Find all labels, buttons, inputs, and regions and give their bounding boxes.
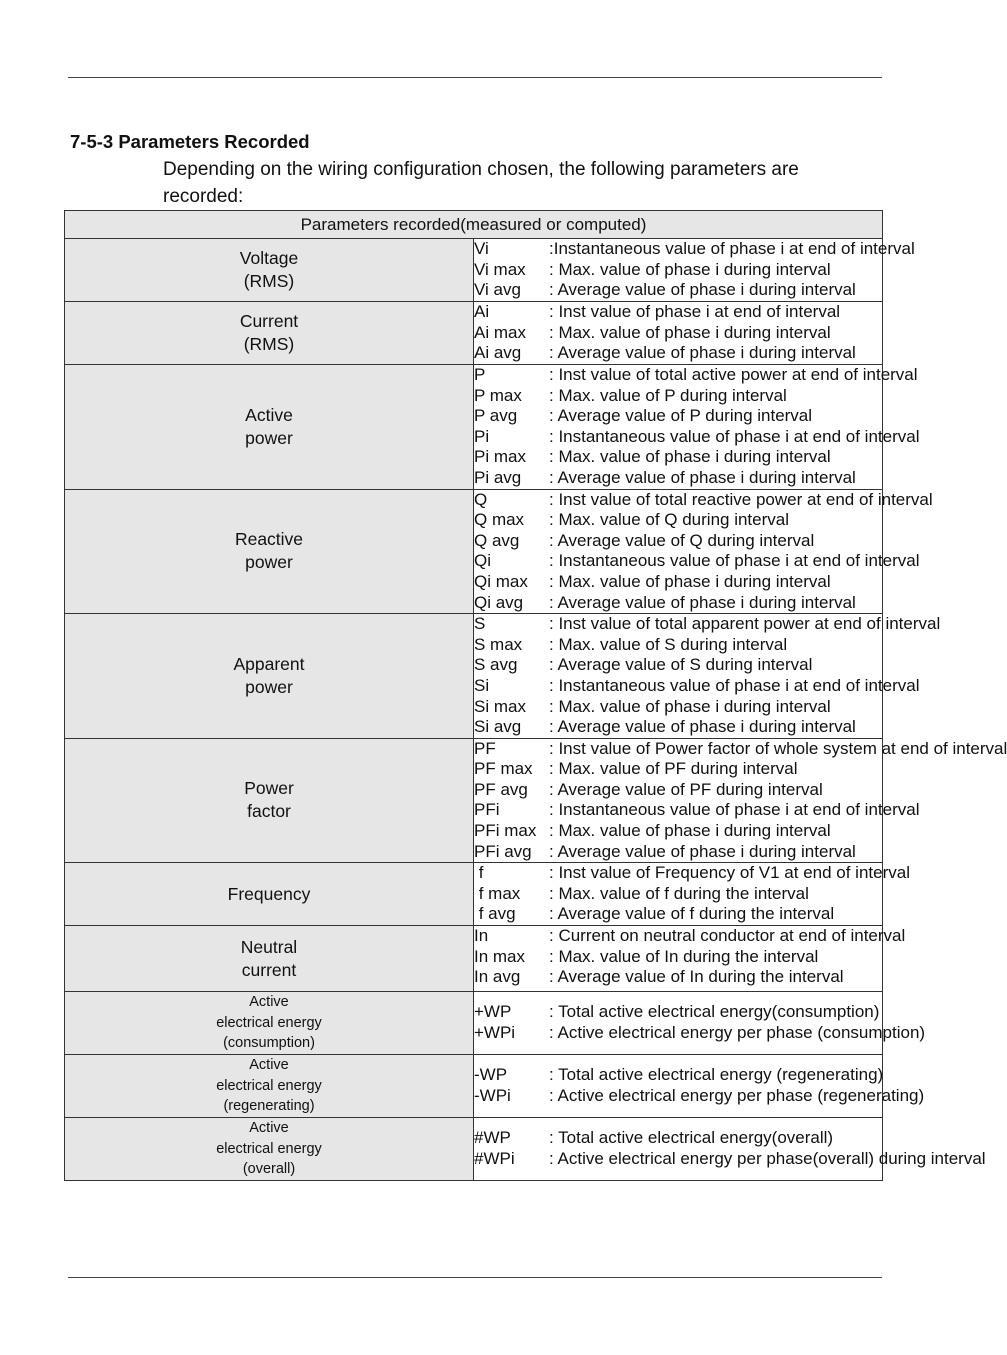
category-label: current <box>241 959 297 980</box>
header-rule <box>68 77 882 78</box>
category-label: (regenerating) <box>223 1098 315 1114</box>
parameter-code: S <box>474 614 486 634</box>
parameter-line <box>474 426 920 448</box>
parameter-line <box>474 738 1007 760</box>
parameter-category <box>65 863 474 926</box>
parameter-line <box>474 1002 882 1023</box>
parameter-descriptions <box>474 1054 925 1117</box>
category-label: Voltage <box>239 248 299 268</box>
parameter-descriptions <box>474 992 926 1055</box>
parameter-code: #WPi <box>474 1148 515 1168</box>
parameter-code: PF max <box>474 759 533 779</box>
parameter-code: Si avg <box>474 717 522 737</box>
parameter-description: : Max. value of phase i during interval <box>549 259 831 279</box>
table-row <box>65 365 883 490</box>
parameter-description: : Inst value of total reactive power at end of interval <box>549 489 933 509</box>
category-label: electrical energy <box>216 1014 322 1031</box>
parameter-line <box>474 759 882 780</box>
parameter-descriptions <box>474 489 933 614</box>
category-label: Active <box>249 1120 289 1136</box>
parameter-line <box>474 365 918 386</box>
parameter-description: : Max. value of PF during interval <box>549 759 798 779</box>
category-label: Active <box>245 404 293 425</box>
parameters-table <box>64 210 1007 1181</box>
category-label: power <box>245 427 293 448</box>
parameter-line <box>474 489 933 511</box>
parameter-description: : Active electrical energy per phase (regenerating) <box>549 1085 925 1105</box>
parameter-code: Qi max <box>474 571 528 591</box>
category-label: electrical energy <box>216 1077 322 1094</box>
parameter-description: : Active electrical energy per phase (consumption) <box>549 1023 926 1042</box>
parameter-code: +WP <box>474 1002 512 1022</box>
table-row <box>65 1054 883 1117</box>
parameter-line <box>474 863 910 884</box>
parameter-line <box>474 1023 926 1044</box>
table-row <box>65 1117 883 1180</box>
parameter-code: Q avg <box>474 530 520 550</box>
parameter-code: P max <box>474 385 522 405</box>
parameter-description: : Average value of phase i during interval <box>549 841 856 861</box>
category-label: (overall) <box>242 1161 296 1177</box>
parameter-line <box>474 302 882 323</box>
parameter-description: : Max. value of phase i during interval <box>549 571 831 591</box>
parameter-descriptions <box>474 863 910 926</box>
parameter-code: PFi avg <box>474 841 532 861</box>
parameter-code: PFi <box>474 800 500 820</box>
parameter-code: Ai <box>474 302 490 321</box>
parameter-description: : Inst value of phase i at end of interval <box>549 302 841 321</box>
parameter-description: : Max. value of S during interval <box>549 634 788 654</box>
parameter-line <box>474 1148 986 1170</box>
parameter-description: : Average value of In during the interval <box>549 967 844 987</box>
parameter-line <box>474 447 882 468</box>
parameter-descriptions <box>474 1117 986 1180</box>
category-label: Apparent <box>233 653 305 674</box>
table-body <box>65 239 1007 1181</box>
parameter-code: Q <box>474 489 488 509</box>
parameter-code: Ai avg <box>474 343 522 363</box>
parameter-line <box>474 717 882 738</box>
parameter-category <box>65 1117 474 1180</box>
parameter-description: : Average value of f during the interval <box>549 904 835 924</box>
parameter-description: : Inst value of Power factor of whole system at end of interval <box>549 738 1007 758</box>
parameter-line <box>474 904 882 925</box>
parameter-description: : Average value of phase i during interval <box>549 717 856 737</box>
parameter-line <box>474 468 882 489</box>
parameter-code: Vi max <box>474 259 526 279</box>
table-row <box>65 926 883 992</box>
parameter-line <box>474 926 906 947</box>
parameter-code: Pi <box>474 426 490 446</box>
parameter-code: -WP <box>474 1065 508 1085</box>
parameter-description: : Current on neutral conductor at end of interval <box>549 926 906 946</box>
parameter-description: : Total active electrical energy(consumption) <box>549 1002 880 1022</box>
parameter-description: :Instantaneous value of phase i at end of interval <box>549 239 915 258</box>
parameter-descriptions <box>474 614 941 739</box>
intro-paragraph: Depending on the wiring configuration chosen, the following parameters are recorded: <box>163 159 799 207</box>
parameter-line <box>474 551 920 572</box>
parameter-description: : Average value of PF during interval <box>549 779 823 799</box>
parameter-description: : Average value of phase i during interval <box>549 280 856 300</box>
parameter-code: P avg <box>474 406 518 426</box>
parameter-descriptions <box>474 738 1007 863</box>
parameter-line <box>474 1065 882 1086</box>
parameter-code: S max <box>474 634 523 654</box>
parameter-description: : Instantaneous value of phase i at end of interval <box>549 426 920 446</box>
parameter-code: S avg <box>474 655 518 675</box>
parameter-line <box>474 510 882 531</box>
parameter-description: : Max. value of phase i during interval <box>549 447 831 467</box>
category-label: factor <box>247 801 291 822</box>
table-header: Parameters recorded(measured or computed) <box>65 211 883 239</box>
category-label: power <box>245 552 293 573</box>
parameter-line <box>474 239 915 260</box>
parameter-description: : Inst value of total apparent power at end of interval <box>549 614 941 634</box>
parameter-code: -WPi <box>474 1085 511 1105</box>
category-label: Frequency <box>227 883 311 904</box>
parameter-category <box>65 302 474 365</box>
table-row <box>65 239 883 302</box>
parameter-code: Pi max <box>474 447 526 467</box>
parameter-category <box>65 738 474 863</box>
parameter-description: : Average value of S during interval <box>549 655 813 675</box>
parameter-line <box>474 780 882 801</box>
table-header-row <box>65 211 883 239</box>
parameter-description: : Average value of Q during interval <box>549 530 815 550</box>
parameter-code: Vi avg <box>474 280 521 300</box>
parameter-description: : Instantaneous value of phase i at end of interval <box>549 675 920 695</box>
footer-rule <box>68 1277 882 1278</box>
parameter-line <box>474 821 882 842</box>
parameter-line <box>474 406 882 427</box>
category-label: Active <box>249 994 289 1011</box>
parameter-code: Qi avg <box>474 592 524 612</box>
section-heading: 7-5-3 Parameters Recorded <box>70 131 310 152</box>
parameter-line <box>474 1085 925 1107</box>
parameter-code: PF avg <box>474 779 528 799</box>
parameter-description: : Average value of P during interval <box>549 406 813 426</box>
parameter-line <box>474 531 882 552</box>
parameter-line <box>474 260 882 281</box>
table-row <box>65 302 883 365</box>
category-label: Active <box>249 1057 289 1073</box>
parameter-description: : Total active electrical energy (regenerating) <box>549 1065 884 1085</box>
category-label: Current <box>239 311 299 331</box>
category-label: Reactive <box>234 529 304 550</box>
parameter-category <box>65 239 474 302</box>
category-label: (RMS) <box>243 271 295 291</box>
parameter-descriptions <box>474 926 906 992</box>
parameter-line <box>474 386 882 407</box>
parameter-code: PFi max <box>474 821 537 841</box>
parameter-line <box>474 697 882 718</box>
parameter-line <box>474 635 882 656</box>
category-label: power <box>245 676 293 697</box>
parameter-code: Pi avg <box>474 467 522 487</box>
parameter-description: : Instantaneous value of phase i at end of interval <box>549 551 920 571</box>
parameter-category <box>65 489 474 614</box>
parameter-line <box>474 614 941 635</box>
table-row <box>65 992 883 1055</box>
table-row <box>65 489 883 614</box>
table-row <box>65 614 883 739</box>
parameter-description: : Average value of phase i during interval <box>549 592 856 612</box>
parameter-description: : Max. value of In during the interval <box>549 946 819 966</box>
parameter-code: PF <box>474 738 496 758</box>
parameter-code: Si <box>474 675 490 695</box>
parameter-description: : Max. value of phase i during interval <box>549 696 831 716</box>
parameter-code: P <box>474 365 486 384</box>
parameter-code: Vi <box>474 239 489 258</box>
parameter-description: : Inst value of Frequency of V1 at end of interval <box>549 863 910 883</box>
parameter-description: : Max. value of Q during interval <box>549 510 790 530</box>
parameter-description: : Total active electrical energy(overall) <box>549 1128 834 1148</box>
parameter-code: +WPi <box>474 1023 516 1042</box>
parameter-code: Qi <box>474 551 491 571</box>
parameter-line <box>474 675 920 697</box>
parameter-code: In max <box>474 946 526 966</box>
parameter-description: : Average value of phase i during interval <box>549 467 856 487</box>
parameter-descriptions <box>474 365 920 490</box>
parameter-line <box>474 800 920 821</box>
parameter-descriptions <box>474 302 883 365</box>
parameter-description: : Active electrical energy per phase(overall) during interval <box>549 1148 986 1168</box>
parameter-code: #WP <box>474 1128 511 1148</box>
parameter-description: : Max. value of f during the interval <box>549 883 809 903</box>
parameter-category <box>65 365 474 490</box>
parameter-code: f <box>474 863 484 883</box>
parameter-code: f max <box>474 883 521 903</box>
parameter-description: : Average value of phase i during interval <box>549 343 856 363</box>
parameter-code: Q max <box>474 510 525 530</box>
parameter-code: In <box>474 926 489 946</box>
parameter-description: : Max. value of phase i during interval <box>549 322 831 342</box>
parameter-description: : Max. value of phase i during interval <box>549 821 831 841</box>
parameter-line <box>474 947 882 968</box>
parameter-category <box>65 614 474 739</box>
parameter-line <box>474 842 882 863</box>
parameter-line <box>474 967 882 988</box>
parameter-description: : Max. value of P during interval <box>549 385 787 405</box>
parameter-description: : Inst value of total active power at end of interval <box>549 365 918 384</box>
parameter-code: Si max <box>474 696 526 716</box>
parameter-line <box>474 884 882 905</box>
parameter-line <box>474 343 882 364</box>
parameter-line <box>474 593 882 614</box>
parameter-line <box>474 1128 882 1149</box>
parameter-category <box>65 992 474 1055</box>
category-label: Power <box>244 778 294 799</box>
parameter-line <box>474 572 882 593</box>
parameter-code: Ai max <box>474 322 526 342</box>
table-row <box>65 863 883 926</box>
parameter-description: : Instantaneous value of phase i at end of interval <box>549 800 920 820</box>
parameter-line <box>474 280 882 301</box>
parameter-line <box>474 655 882 676</box>
category-label: (consumption) <box>223 1035 315 1052</box>
table-row <box>65 738 883 863</box>
parameter-code: f avg <box>474 904 516 924</box>
category-label: (RMS) <box>243 334 295 354</box>
category-label: Neutral <box>240 936 298 957</box>
parameter-code: In avg <box>474 967 521 987</box>
parameter-line <box>474 323 882 344</box>
category-label: electrical energy <box>216 1140 322 1157</box>
parameter-descriptions <box>474 239 915 302</box>
parameter-category <box>65 926 474 992</box>
parameter-category <box>65 1054 474 1117</box>
